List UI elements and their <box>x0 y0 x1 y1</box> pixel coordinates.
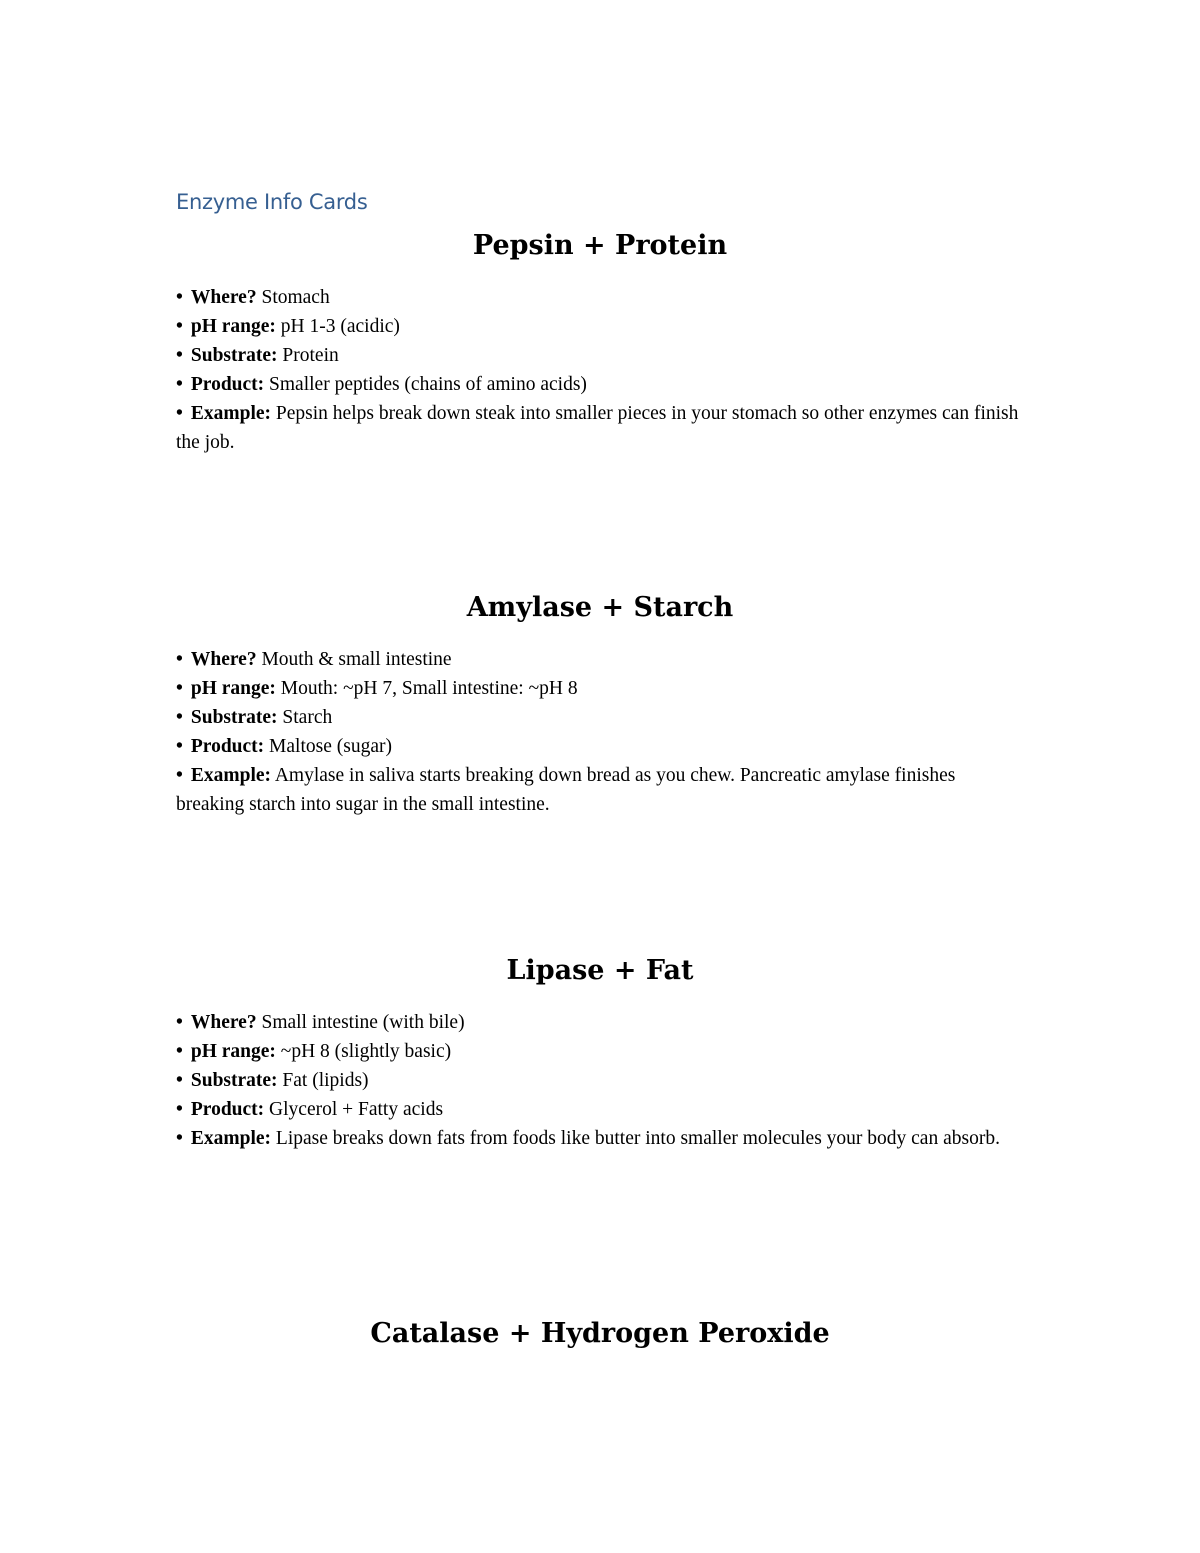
fact-label: Substrate: <box>190 1070 278 1091</box>
bullet-icon: • <box>176 287 183 308</box>
bullet-icon: • <box>176 374 183 395</box>
fact-value: Amylase in saliva starts breaking down bread as you chew. Pancreatic amylase finishes breaking starch into sugar in the small intestine. <box>176 765 956 815</box>
bullet-icon: • <box>176 1041 183 1062</box>
fact-where <box>176 283 1026 312</box>
bullet-icon: • <box>176 1012 183 1033</box>
fact-label: Substrate: <box>190 345 278 366</box>
fact-where <box>176 645 1026 674</box>
fact-value: Pepsin helps break down steak into smaller pieces in your stomach so other enzymes can finish the job. <box>176 403 1019 453</box>
fact-label: pH range: <box>190 678 276 699</box>
card-title: Pepsin + Protein <box>472 230 728 261</box>
fact-value: Starch <box>277 707 333 728</box>
card-title: Amylase + Starch <box>466 592 734 623</box>
bullet-icon: • <box>176 736 183 757</box>
fact-product <box>176 732 1026 761</box>
fact-value: Protein <box>277 345 339 366</box>
fact-list <box>176 283 1026 457</box>
bullet-icon: • <box>176 678 183 699</box>
fact-label: Product: <box>190 374 265 395</box>
bullet-icon: • <box>176 707 183 728</box>
fact-value: Mouth & small intestine <box>256 649 452 670</box>
fact-label: pH range: <box>190 316 276 337</box>
fact-substrate <box>176 341 1026 370</box>
fact-value: Small intestine (with bile) <box>256 1012 465 1033</box>
fact-product <box>176 1095 1026 1124</box>
bullet-icon: • <box>176 1128 183 1149</box>
fact-product <box>176 370 1026 399</box>
fact-value: Fat (lipids) <box>277 1070 369 1091</box>
bullet-icon: • <box>176 345 183 366</box>
fact-label: Where? <box>190 1012 257 1033</box>
fact-where <box>176 1008 1026 1037</box>
fact-label: Product: <box>190 1099 265 1120</box>
fact-value: Glycerol + Fatty acids <box>264 1099 444 1120</box>
bullet-icon: • <box>176 649 183 670</box>
fact-label: Example: <box>190 1128 272 1149</box>
fact-value: Lipase breaks down fats from foods like butter into smaller molecules your body can absorb. <box>271 1128 1000 1149</box>
fact-value: Stomach <box>256 287 330 308</box>
fact-value: Mouth: ~pH 7, Small intestine: ~pH 8 <box>275 678 578 699</box>
fact-substrate <box>176 703 1026 732</box>
fact-label: Product: <box>190 736 265 757</box>
fact-ph-range <box>176 674 1026 703</box>
bullet-icon: • <box>176 765 183 786</box>
fact-substrate <box>176 1066 1026 1095</box>
card-title: Lipase + Fat <box>506 955 694 986</box>
fact-list <box>176 645 1026 819</box>
fact-value: Smaller peptides (chains of amino acids) <box>264 374 587 395</box>
fact-example <box>176 761 1026 819</box>
fact-label: Where? <box>190 287 257 308</box>
bullet-icon: • <box>176 1099 183 1120</box>
fact-ph-range <box>176 1037 1026 1066</box>
fact-example <box>176 1124 1026 1153</box>
bullet-icon: • <box>176 316 183 337</box>
fact-label: Example: <box>190 403 272 424</box>
fact-value: pH 1-3 (acidic) <box>275 316 400 337</box>
fact-label: Example: <box>190 765 272 786</box>
fact-value: ~pH 8 (slightly basic) <box>275 1041 452 1062</box>
bullet-icon: • <box>176 1070 183 1091</box>
fact-label: Where? <box>190 649 257 670</box>
document-heading: Enzyme Info Cards <box>176 190 368 214</box>
bullet-icon: • <box>176 403 183 424</box>
fact-label: Substrate: <box>190 707 278 728</box>
fact-list <box>176 1008 1026 1153</box>
fact-value: Maltose (sugar) <box>264 736 392 757</box>
fact-label: pH range: <box>190 1041 276 1062</box>
card-title: Catalase + Hydrogen Peroxide <box>370 1318 830 1349</box>
fact-example <box>176 399 1026 457</box>
fact-ph-range <box>176 312 1026 341</box>
